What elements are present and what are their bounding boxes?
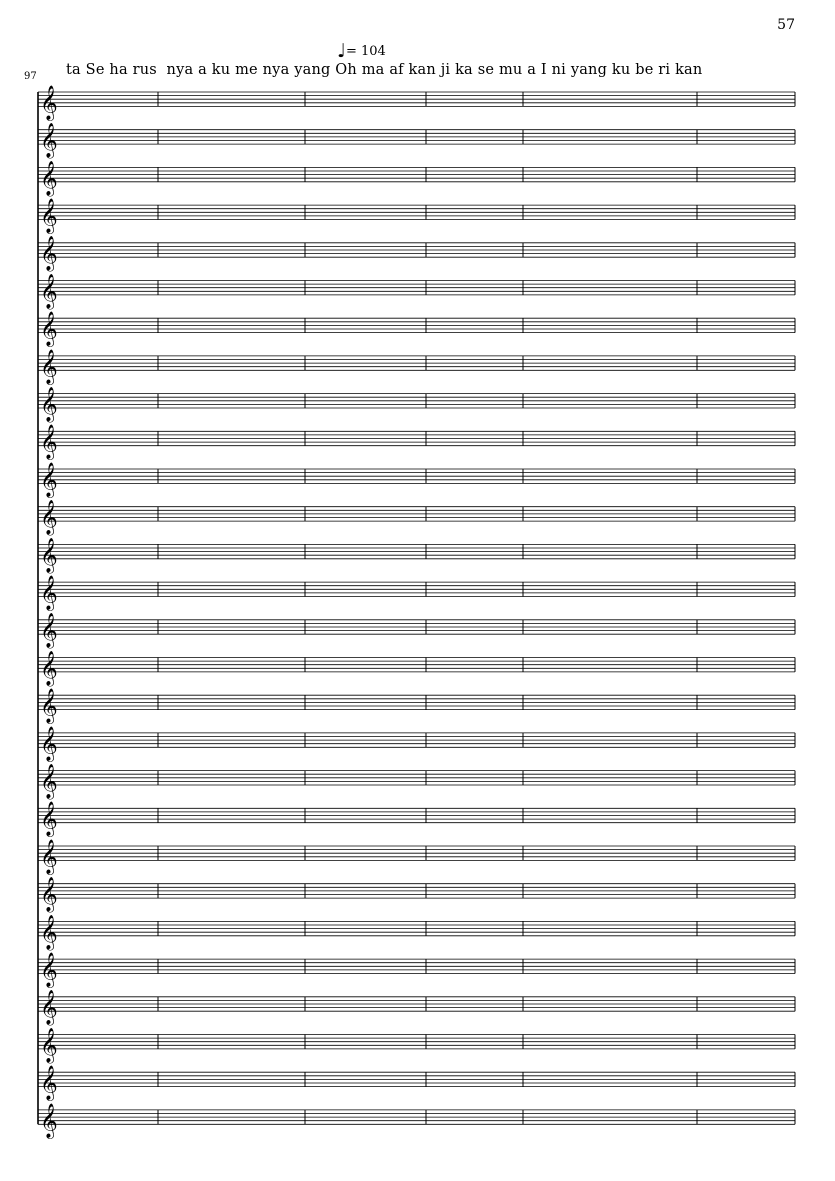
- treble-clef-icon: 𝄞: [40, 85, 58, 121]
- staff: [38, 462, 795, 498]
- treble-clef-icon: 𝄞: [40, 123, 58, 159]
- staff: [38, 764, 795, 800]
- treble-clef-icon: 𝄞: [40, 160, 58, 196]
- treble-clef-icon: 𝄞: [40, 650, 58, 686]
- staff: [38, 802, 795, 838]
- treble-clef-icon: 𝄞: [40, 349, 58, 385]
- staff: [38, 161, 795, 197]
- staff: [38, 990, 795, 1026]
- staff: [38, 953, 795, 989]
- treble-clef-icon: 𝄞: [40, 462, 58, 498]
- staff: [38, 349, 795, 385]
- staff: [38, 1028, 795, 1064]
- staff: [38, 877, 795, 913]
- staff: [38, 726, 795, 762]
- staff: [38, 85, 795, 121]
- staff: [38, 236, 795, 272]
- treble-clef-icon: 𝄞: [40, 952, 58, 988]
- treble-clef-icon: 𝄞: [40, 1027, 58, 1063]
- staff: [38, 312, 795, 348]
- treble-clef-icon: 𝄞: [40, 387, 58, 422]
- treble-clef-icon: 𝄞: [40, 500, 58, 536]
- staff: [38, 500, 795, 536]
- treble-clef-icon: 𝄞: [40, 726, 58, 762]
- treble-clef-icon: 𝄞: [40, 311, 58, 347]
- treble-clef-icon: 𝄞: [40, 764, 58, 799]
- staff: [38, 123, 795, 159]
- treble-clef-icon: 𝄞: [40, 1065, 58, 1101]
- treble-clef-icon: 𝄞: [40, 801, 58, 837]
- quarter-note-icon: ♩: [337, 40, 346, 62]
- staff: [38, 538, 795, 574]
- staff: [38, 613, 795, 649]
- staff: [38, 1066, 795, 1102]
- treble-clef-icon: 𝄞: [40, 990, 58, 1026]
- treble-clef-icon: 𝄞: [40, 613, 58, 649]
- treble-clef-icon: 𝄞: [40, 877, 58, 913]
- lyrics-line: ta Se ha rus nya a ku me nya yang Oh ma af kan ji ka se mu a I ni yang ku be ri kan: [66, 62, 703, 78]
- treble-clef-icon: 𝄞: [40, 198, 58, 234]
- treble-clef-icon: 𝄞: [40, 575, 58, 611]
- staff: [38, 199, 795, 235]
- staff: [38, 839, 795, 875]
- treble-clef-icon: 𝄞: [40, 688, 58, 724]
- treble-clef-icon: 𝄞: [40, 424, 58, 460]
- staff: [38, 387, 795, 423]
- staff: [38, 689, 795, 725]
- tempo-value: = 104: [345, 44, 386, 59]
- staff: [38, 651, 795, 687]
- treble-clef-icon: 𝄞: [40, 537, 58, 573]
- page-number: 57: [777, 17, 795, 33]
- treble-clef-icon: 𝄞: [40, 236, 58, 272]
- staff: [38, 915, 795, 951]
- staff: [38, 1103, 795, 1139]
- treble-clef-icon: 𝄞: [40, 914, 58, 950]
- staff: [38, 576, 795, 612]
- treble-clef-icon: 𝄞: [40, 1103, 58, 1139]
- measure-number: 97: [24, 71, 37, 82]
- treble-clef-icon: 𝄞: [40, 839, 58, 875]
- treble-clef-icon: 𝄞: [40, 273, 58, 309]
- staff: [38, 274, 795, 310]
- staff: [38, 425, 795, 461]
